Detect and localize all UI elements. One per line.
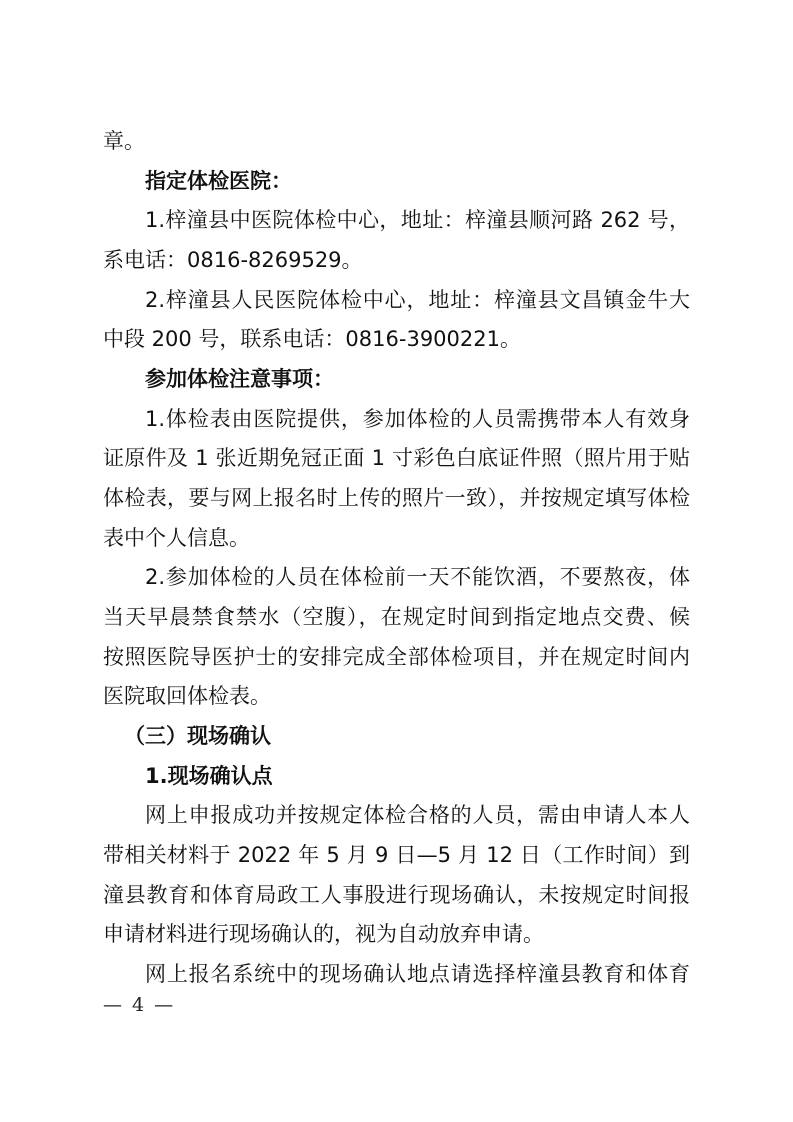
text-line-12: 2.参加体检的人员在体检前一天不能饮酒，不要熬夜，体 [145,565,690,589]
text-line-9: 证原件及 1 张近期免冠正面 1 寸彩色白底证件照（照片用于贴 [103,446,690,470]
text-line-19: 带相关材料于 2022 年 5 月 9 日—5 月 12 日（工作时间）到 [103,843,690,867]
text-line-21: 申请材料进行现场确认的，视为自动放弃申请。 [103,922,544,946]
text-line-15: 医院取回体检表。 [103,684,271,708]
text-line-1: 章。 [103,129,145,153]
text-line-6: 中段 200 号，联系电话：0816-3900221。 [103,327,521,351]
text-line-4: 系电话：0816-8269529。 [103,248,363,272]
text-line-20: 潼县教育和体育局政工人事股进行现场确认，未按规定时间报 [103,883,690,907]
text-line-5: 2.梓潼县人民医院体检中心，地址：梓潼县文昌镇金牛大 [145,288,690,312]
subsection-heading-onsite-point: 1.现场确认点 [145,764,273,788]
text-line-3: 1.梓潼县中医院体检中心，地址：梓潼县顺河路 262 号， [145,208,690,232]
section-heading-notes: 参加体检注意事项： [145,367,334,391]
text-line-8: 1.体检表由医院提供，参加体检的人员需携带本人有效身 [145,407,690,431]
text-line-10: 体检表，要与网上报名时上传的照片一致），并按规定填写体检 [103,486,690,510]
text-line-14: 按照医院导医护士的安排完成全部体检项目，并在规定时间内 [103,645,690,669]
section-heading-onsite: （三）现场确认 [124,724,271,748]
section-heading-hospitals: 指定体检医院： [145,169,292,193]
text-line-18: 网上申报成功并按规定体检合格的人员，需由申请人本人 [145,803,690,827]
text-line-22: 网上报名系统中的现场确认地点请选择梓潼县教育和体育 [145,962,690,986]
text-line-11: 表中个人信息。 [103,526,250,550]
page-number: — 4 — [103,994,176,1016]
text-line-13: 当天早晨禁食禁水（空腹），在规定时间到指定地点交费、候 [103,605,690,629]
